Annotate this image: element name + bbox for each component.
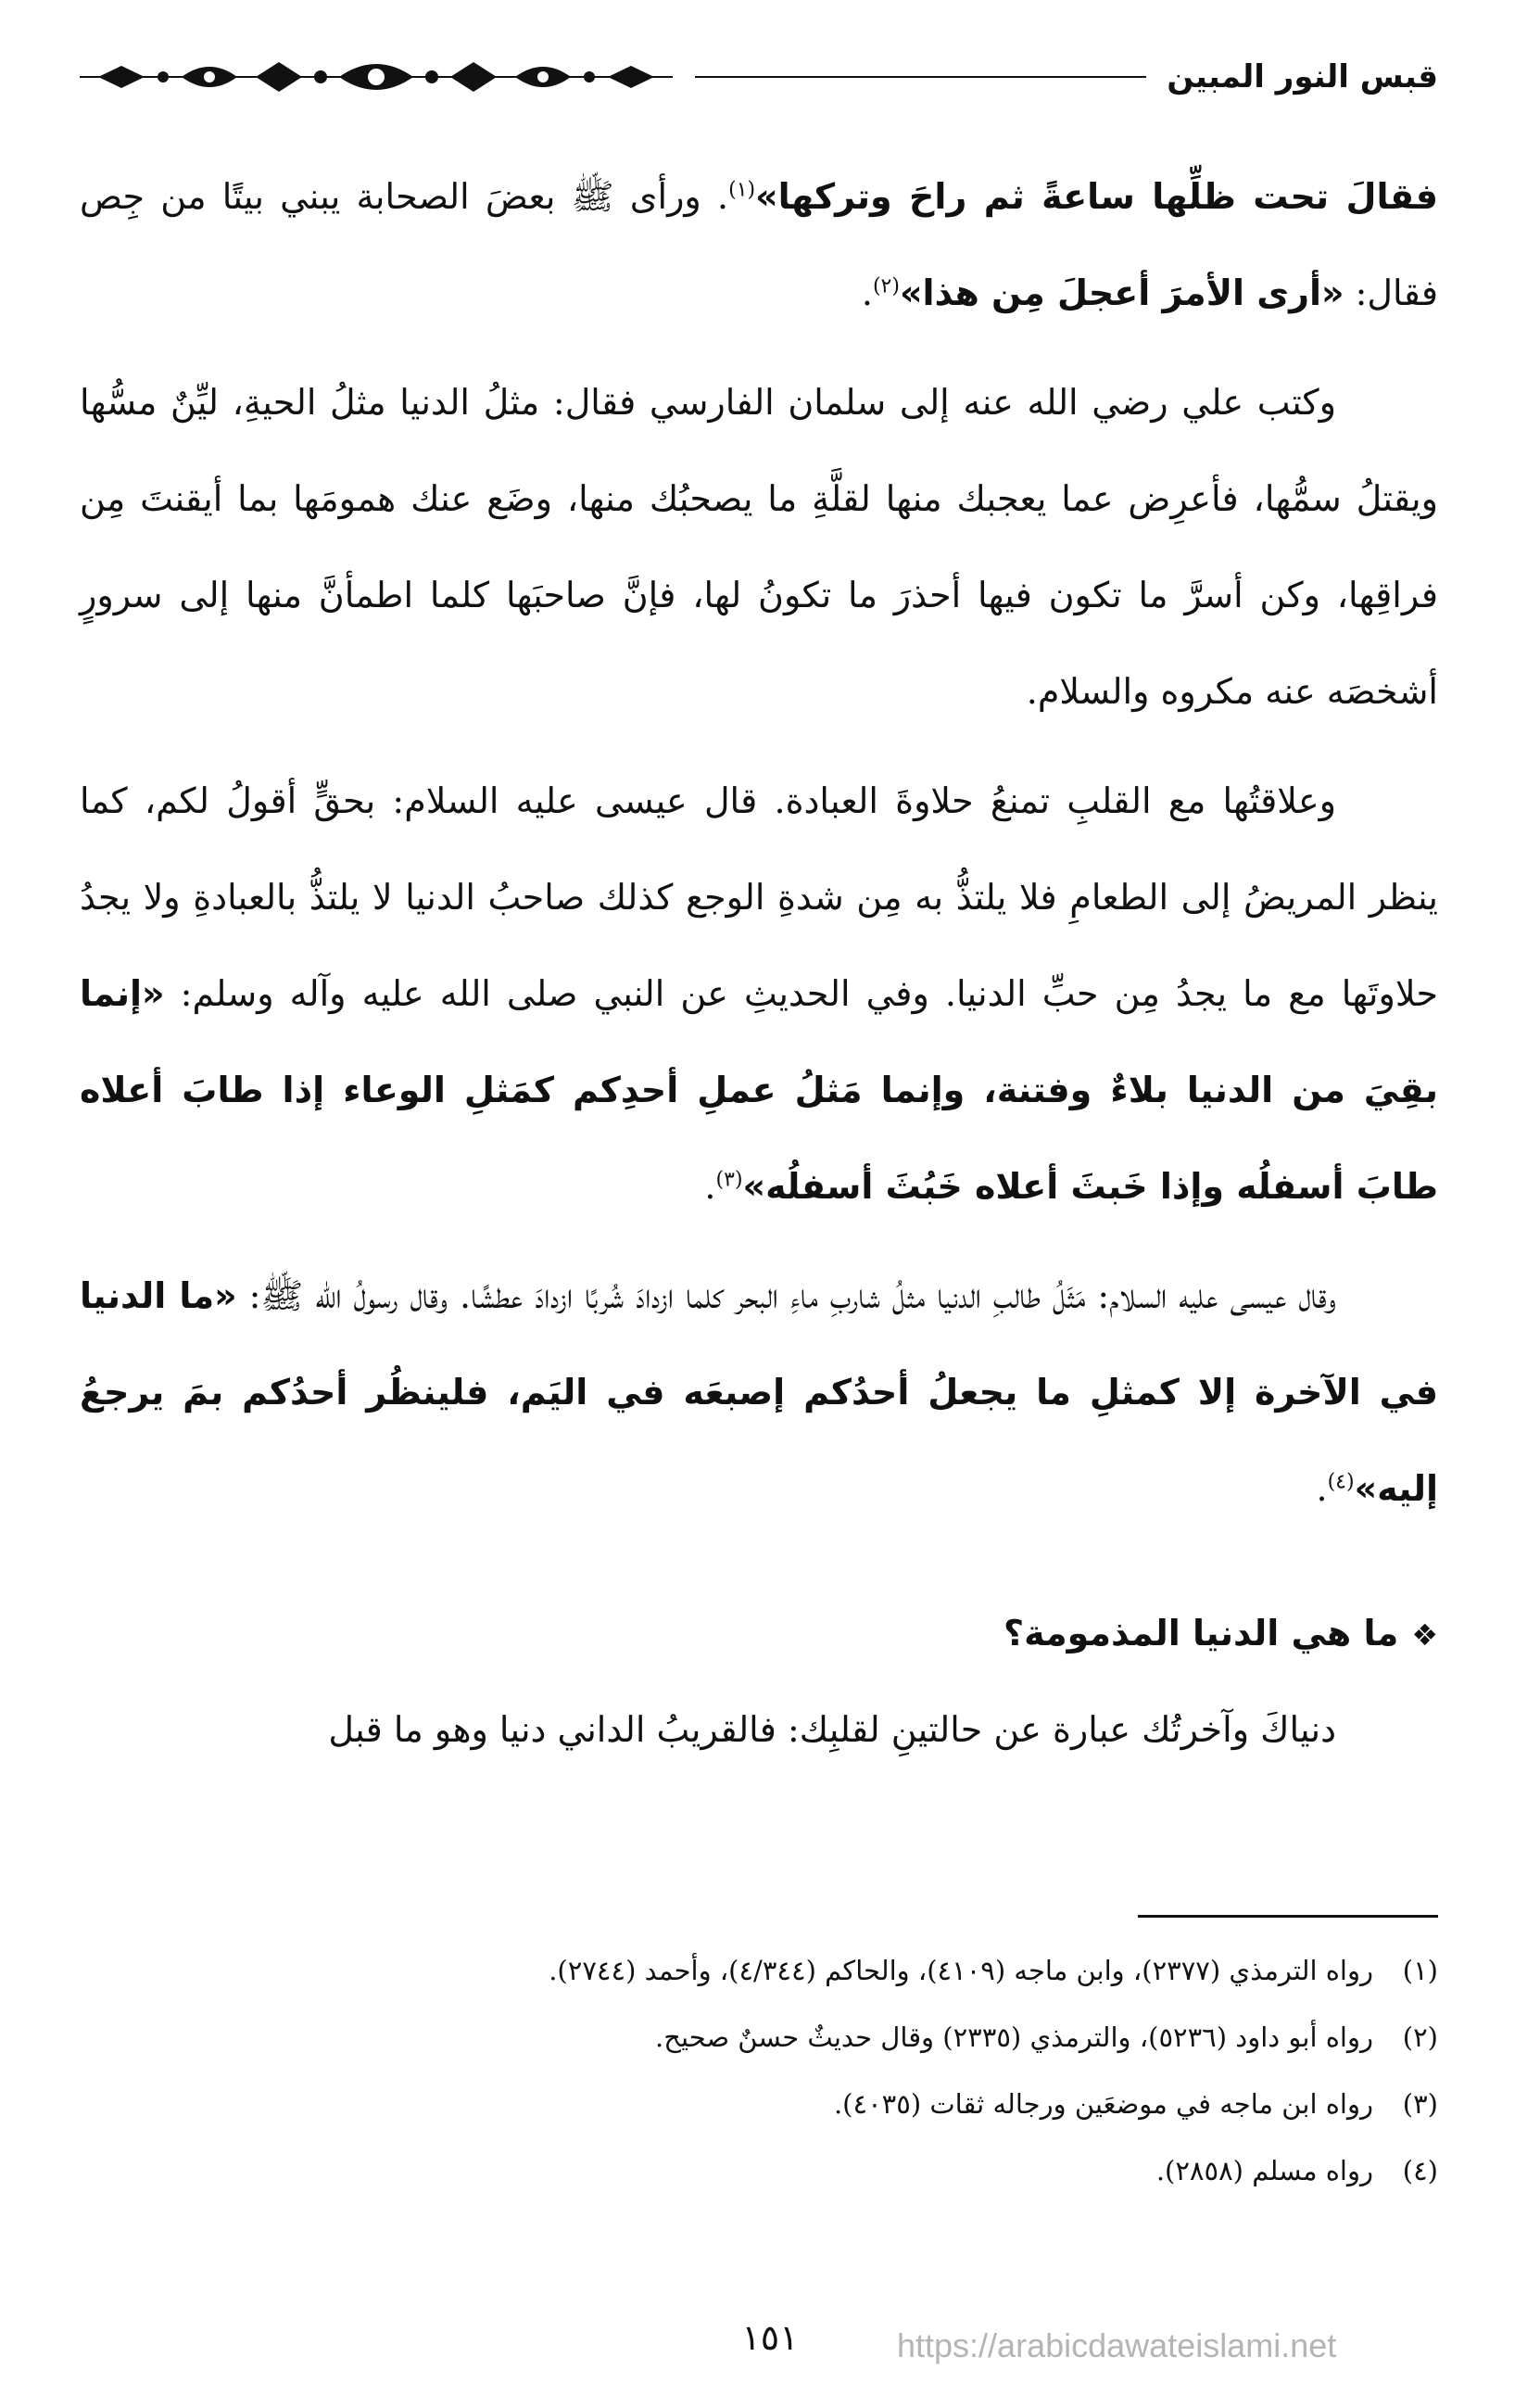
footnote-number: (٢) xyxy=(1402,2021,1438,2053)
page-header xyxy=(80,44,1438,109)
paragraph-4 xyxy=(80,1248,1438,1537)
footnote-number: (٤) xyxy=(1402,2155,1438,2186)
footnote-item xyxy=(185,1937,1438,2004)
footnote-text: رواه الترمذي (٢٣٧٧)، وابن ماجه (٤١٠٩)، والحاكم (٤/٣٤٤)، وأحمد (٢٧٤٤). xyxy=(549,1955,1373,1986)
footnote-number: (٣) xyxy=(1402,2088,1438,2120)
hadith-quote: «إنما بقِيَ من الدنيا بلاءٌ وفتنة، وإنما مَثلُ عملِ أحدِكم كمَثلِ الوعاء إذا طابَ أعلاه طابَ أسفلُه وإذا خَبثَ أعلاه خَبُثَ أسفلُه» xyxy=(80,973,1438,1207)
paragraph-4-text: وقال عيسى عليه السلام: مَثَلُ طالبِ الدنيا مثلُ شاربِ ماءِ البحر كلما ازدادَ شُربًا ازدادَ عطشًا. وقال رسولُ الله ﷺ: xyxy=(236,1275,1336,1316)
section-heading-text: ما هي الدنيا المذمومة؟ xyxy=(1004,1613,1399,1654)
footnote-text: رواه أبو داود (٥٢٣٦)، والترمذي (٢٣٣٥) وقال حديثٌ حسنٌ صحيح. xyxy=(655,2021,1373,2053)
paragraph-4-end: . xyxy=(1316,1468,1328,1509)
hadith-quote-ending: فقالَ تحت ظلِّها ساعةً ثم راحَ وتركها» xyxy=(755,176,1438,217)
paragraph-2: وكتب علي رضي الله عنه إلى سلمان الفارسي فقال: مثلُ الدنيا مثلُ الحيةِ، ليِّنٌ مسُّها ويقتلُ سمُّها، فأعرِض عما يعجبك منها لقلَّةِ ما يصحبُك منها، وضَع عنك همومَها بما أيقنتَ مِن فراقِها، وكن أسرَّ ما تكون فيها أحذرَ ما تكونُ لها، فإنَّ صاحبَها كلما اطمأنَّ منها إلى سرورٍ أشخصَه عنه مكروه والسلام. xyxy=(80,382,1438,712)
running-title: قبس النور المبين xyxy=(1167,58,1438,95)
section-heading xyxy=(80,1587,1438,1681)
footnote-text: رواه ابن ماجه في موضعَين ورجاله ثقات (٤٠٣٥). xyxy=(833,2088,1373,2120)
footnotes xyxy=(185,1937,1438,2204)
footnote-number: (١) xyxy=(1402,1955,1438,1986)
main-text xyxy=(80,148,1438,1791)
watermark: https://arabicdawateislami.net xyxy=(897,2326,1337,2364)
footnote-ref-4: (٤) xyxy=(1327,1470,1355,1494)
header-rule xyxy=(695,76,1146,78)
paragraph-5: دنياكَ وآخرتُك عبارة عن حالتينِ لقلبِك: فالقريبُ الداني دنيا وهو ما قبل xyxy=(328,1709,1336,1750)
page-number: ١٥١ xyxy=(741,2317,799,2358)
footnote-ref-1: (١) xyxy=(728,178,756,202)
hadith-quote: «أرى الأمرَ أعجلَ مِن هذا» xyxy=(899,272,1344,313)
paragraph-3-text: وعلاقتُها مع القلبِ تمنعُ حلاوةَ العبادة. قال عيسى عليه السلام: بحقٍّ أقولُ لكم، كما ينظر المريضُ إلى الطعامِ فلا يلتذُّ به مِن شدةِ الوجع كذلك صاحبُ الدنيا لا يلتذُّ بالعبادةِ ولا يجدُ حلاوتَها مع ما يجدُ مِن حبِّ الدنيا. وفي الحديثِ عن النبي صلى الله عليه وآله وسلم: xyxy=(80,780,1438,1014)
paragraph-3-end: . xyxy=(704,1166,716,1207)
paragraph-3 xyxy=(80,753,1438,1235)
footnote-ref-2: (٢) xyxy=(872,274,900,298)
footnote-item xyxy=(185,2004,1438,2071)
hadith-quote: «ما الدنيا في الآخرة إلا كمثلِ ما يجعلُ أحدُكم إصبعَه في اليَم، فلينظُر أحدُكم بمَ يرجعُ إليه» xyxy=(80,1275,1438,1509)
footnote-ref-3: (٣) xyxy=(715,1168,743,1192)
header-ornament-icon xyxy=(80,49,673,105)
footnote-text: رواه مسلم (٢٨٥٨). xyxy=(1155,2155,1373,2186)
footnote-item xyxy=(185,2137,1438,2204)
paragraph-1-end: . xyxy=(861,272,873,313)
footnote-rule xyxy=(1138,1915,1438,1918)
diamond-bullet-icon: ❖ xyxy=(1411,1617,1438,1653)
footnote-item xyxy=(185,2071,1438,2137)
paragraph-1-text: . ورأى ﷺ بعضَ الصحابة يبني بيتًا من جِص فقال: xyxy=(80,176,1438,313)
paragraph-1 xyxy=(80,148,1438,341)
